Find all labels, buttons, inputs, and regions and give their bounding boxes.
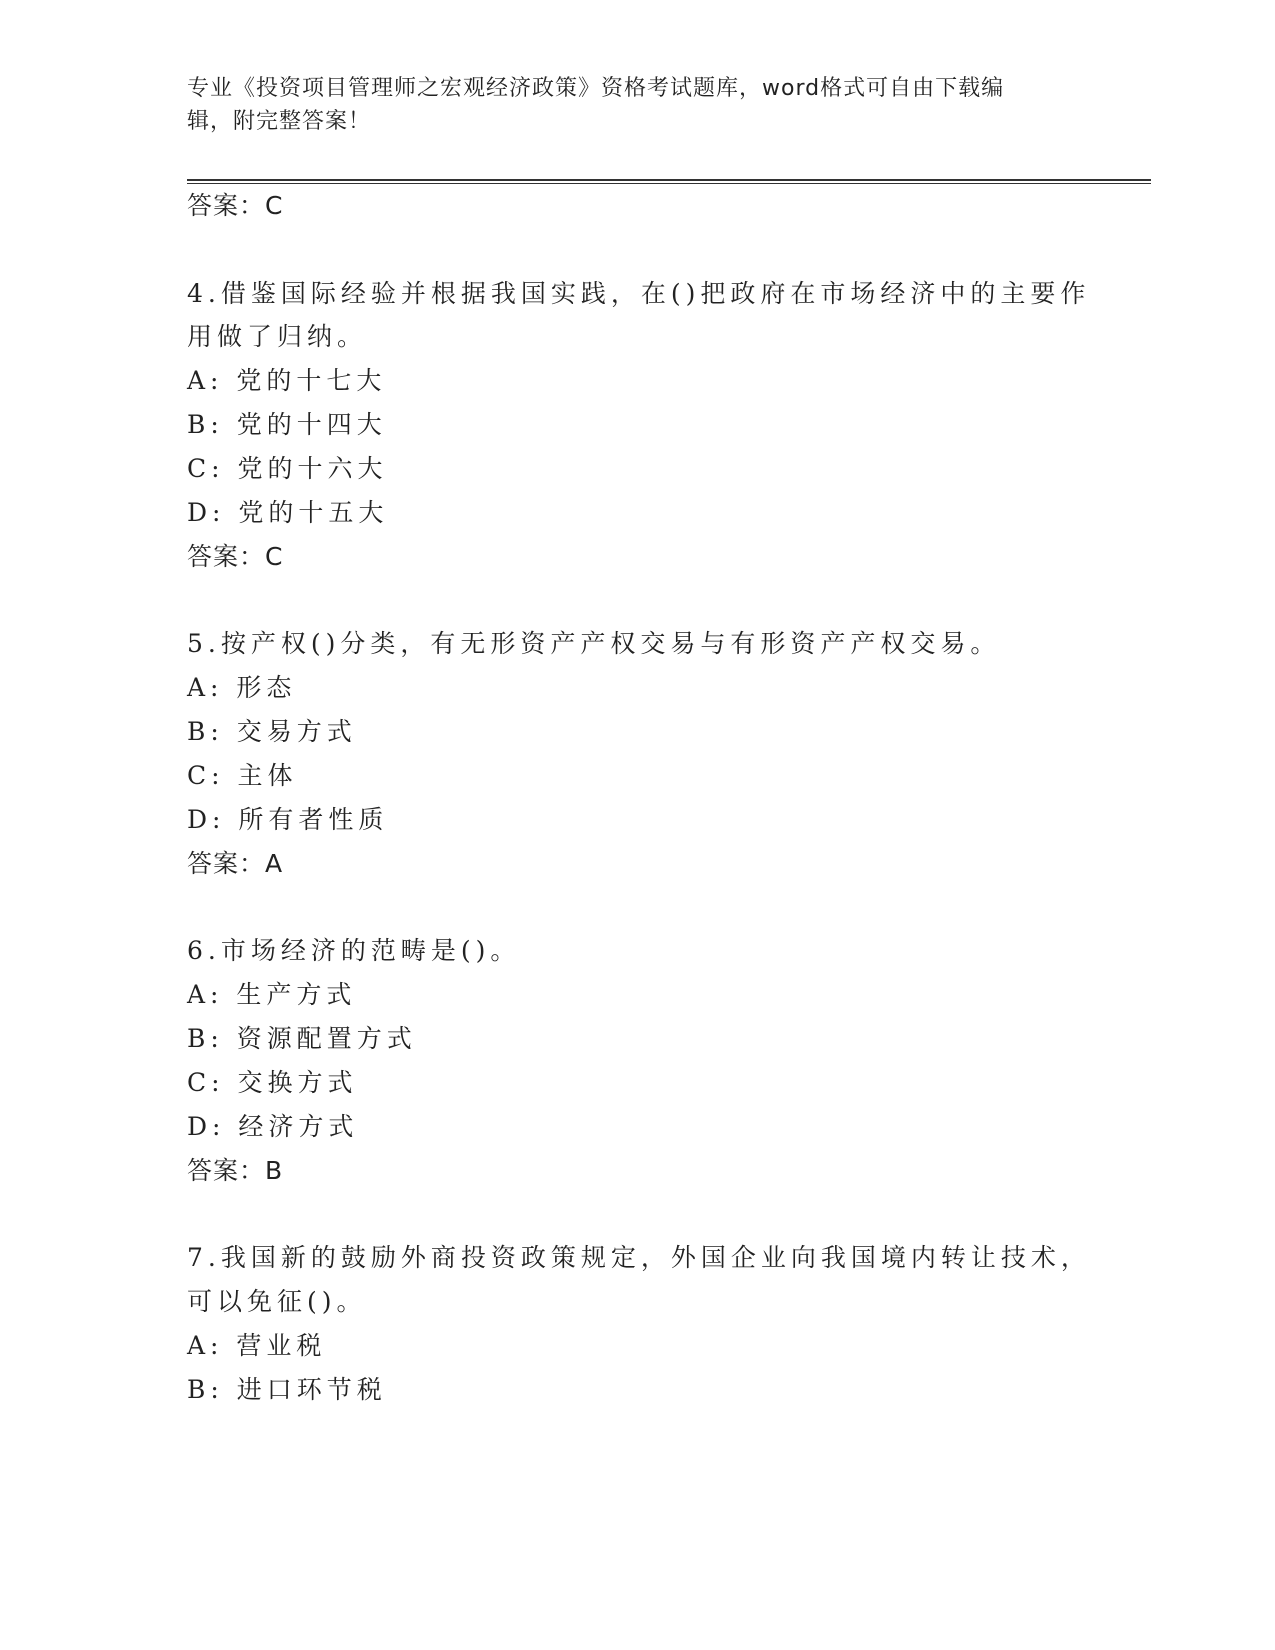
q6-option-d: D: 经济方式 — [187, 1112, 359, 1141]
q4-stem-line-2: 用做了归纳。 — [187, 322, 368, 351]
header-line-1: 专业《投资项目管理师之宏观经济政策》资格考试题库，word格式可自由下载编 — [187, 76, 1005, 101]
q6-answer: 答案：B — [187, 1156, 284, 1185]
header-divider — [187, 179, 1151, 181]
q5-stem: 5.按产权()分类，有无形资产产权交易与有形资产产权交易。 — [187, 629, 1001, 658]
q4-option-c: C: 党的十六大 — [187, 454, 388, 483]
q5-option-a: A: 形态 — [187, 673, 297, 702]
q5-option-d: D: 所有者性质 — [187, 805, 389, 834]
q4-answer: 答案：C — [187, 542, 284, 571]
answer-top: 答案：C — [187, 191, 284, 220]
q4-option-b: B: 党的十四大 — [187, 410, 387, 439]
q7-stem-line-1: 7.我国新的鼓励外商投资政策规定，外国企业向我国境内转让技术， — [187, 1243, 1091, 1272]
q4-option-d: D: 党的十五大 — [187, 498, 389, 527]
q5-option-b: B: 交易方式 — [187, 717, 357, 746]
q5-option-c: C: 主体 — [187, 761, 298, 790]
header-divider-thin — [187, 183, 1151, 184]
q6-option-c: C: 交换方式 — [187, 1068, 358, 1097]
q6-option-a: A: 生产方式 — [187, 980, 357, 1009]
q5-answer: 答案：A — [187, 849, 284, 878]
q4-stem-line-1: 4.借鉴国际经验并根据我国实践，在()把政府在市场经济中的主要作 — [187, 279, 1091, 308]
q4-option-a: A: 党的十七大 — [187, 366, 387, 395]
q7-option-a: A: 营业税 — [187, 1331, 327, 1360]
q7-option-b: B: 进口环节税 — [187, 1375, 387, 1404]
q6-option-b: B: 资源配置方式 — [187, 1024, 417, 1053]
q6-stem: 6.市场经济的范畴是()。 — [187, 936, 521, 965]
header-line-2: 辑，附完整答案！ — [187, 109, 372, 134]
q7-stem-line-2: 可以免征()。 — [187, 1287, 367, 1316]
document-header — [187, 72, 1087, 138]
